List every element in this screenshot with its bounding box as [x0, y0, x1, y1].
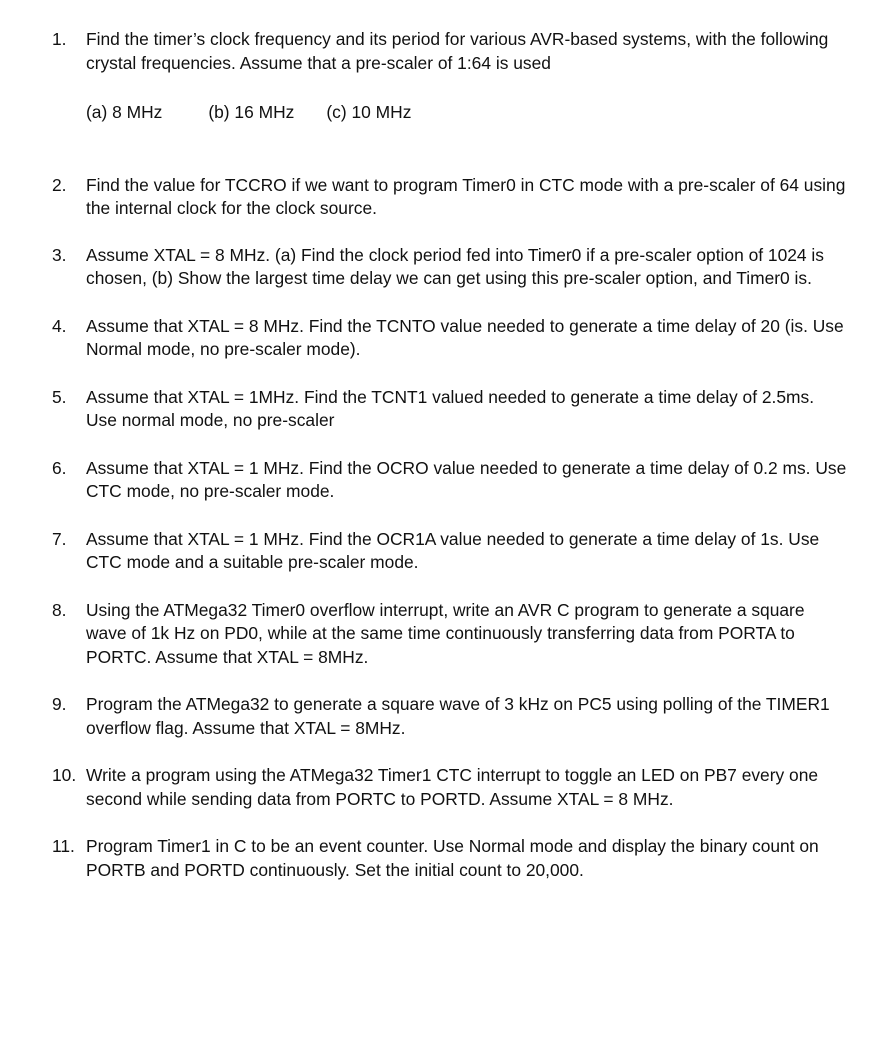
question-number: 10. — [52, 765, 77, 785]
question-11 — [52, 835, 849, 882]
question-1 — [52, 28, 849, 125]
question-number: 7. — [52, 528, 67, 549]
question-text: Find the timer’s clock frequency and its period for various AVR-based systems, with the following crystal frequencies. Assume that a pre-scaler of 1:64 is used — [86, 29, 829, 73]
question-text: Find the value for TCCRO if we want to program Timer0 in CTC mode with a pre-scaler of 64 using the internal clock for the clock source. — [86, 174, 846, 218]
question-number: 3. — [52, 244, 67, 265]
question-text: Using the ATMega32 Timer0 overflow interrupt, write an AVR C program to generate a square wave of 1k Hz on PD0, while at the same time continuously transferring data from PORTA to PORTC. Assume that XTAL = 8MHz. — [86, 599, 805, 667]
question-number: 5. — [52, 386, 67, 407]
question-4 — [52, 315, 849, 362]
question-text: Assume that XTAL = 8 MHz. Find the TCNTO value needed to generate a time delay of 20 (is. Use Normal mode, no pre-scaler mode). — [86, 315, 844, 359]
question-number: 9. — [52, 694, 67, 714]
question-number: 6. — [52, 457, 67, 478]
option-c: (c) 10 MHz — [326, 102, 412, 122]
question-text: Program the ATMega32 to generate a square wave of 3 kHz on PC5 using polling of the TIMER1 overflow flag. Assume that XTAL = 8MHz. — [86, 694, 830, 738]
question-5 — [52, 386, 849, 433]
question-10 — [52, 764, 849, 811]
question-6 — [52, 457, 849, 504]
question-text: Assume that XTAL = 1MHz. Find the TCNT1 valued needed to generate a time delay of 2.5ms. Use normal mode, no pre-scaler — [86, 386, 829, 430]
question-text: Assume XTAL = 8 MHz. (a) Find the clock period fed into Timer0 if a pre-scaler option of 1024 is chosen, (b) Show the largest time delay we can get using this pre-scaler option, and Timer0 is. — [86, 244, 824, 288]
question-number: 2. — [52, 174, 67, 195]
question-9 — [52, 693, 849, 740]
question-text: Write a program using the ATMega32 Timer1 CTC interrupt to toggle an LED on PB7 every one second while sending data from PORTC to PORTD. Assume XTAL = 8 MHz. — [86, 765, 819, 809]
answer-options — [86, 101, 849, 125]
question-number: 11. — [52, 836, 75, 856]
question-7 — [52, 528, 849, 575]
question-text: Assume that XTAL = 1 MHz. Find the OCRO value needed to generate a time delay of 0.2 ms. Use CTC mode, no pre-scaler mode. — [86, 457, 847, 501]
question-text: Assume that XTAL = 1 MHz. Find the OCR1A value needed to generate a time delay of 1s. Use CTC mode and a suitable pre-scaler mode. — [86, 528, 820, 572]
question-2 — [52, 174, 849, 221]
question-3 — [52, 244, 849, 291]
question-number: 8. — [52, 599, 67, 620]
option-b: (b) 16 MHz — [208, 102, 295, 122]
question-number: 1. — [52, 29, 67, 49]
question-text: Program Timer1 in C to be an event counter. Use Normal mode and display the binary count on PORTB and PORTD continuously. Set the initial count to 20,000. — [86, 836, 819, 880]
question-number: 4. — [52, 315, 67, 336]
question-8 — [52, 599, 849, 670]
option-a: (a) 8 MHz — [86, 102, 163, 122]
